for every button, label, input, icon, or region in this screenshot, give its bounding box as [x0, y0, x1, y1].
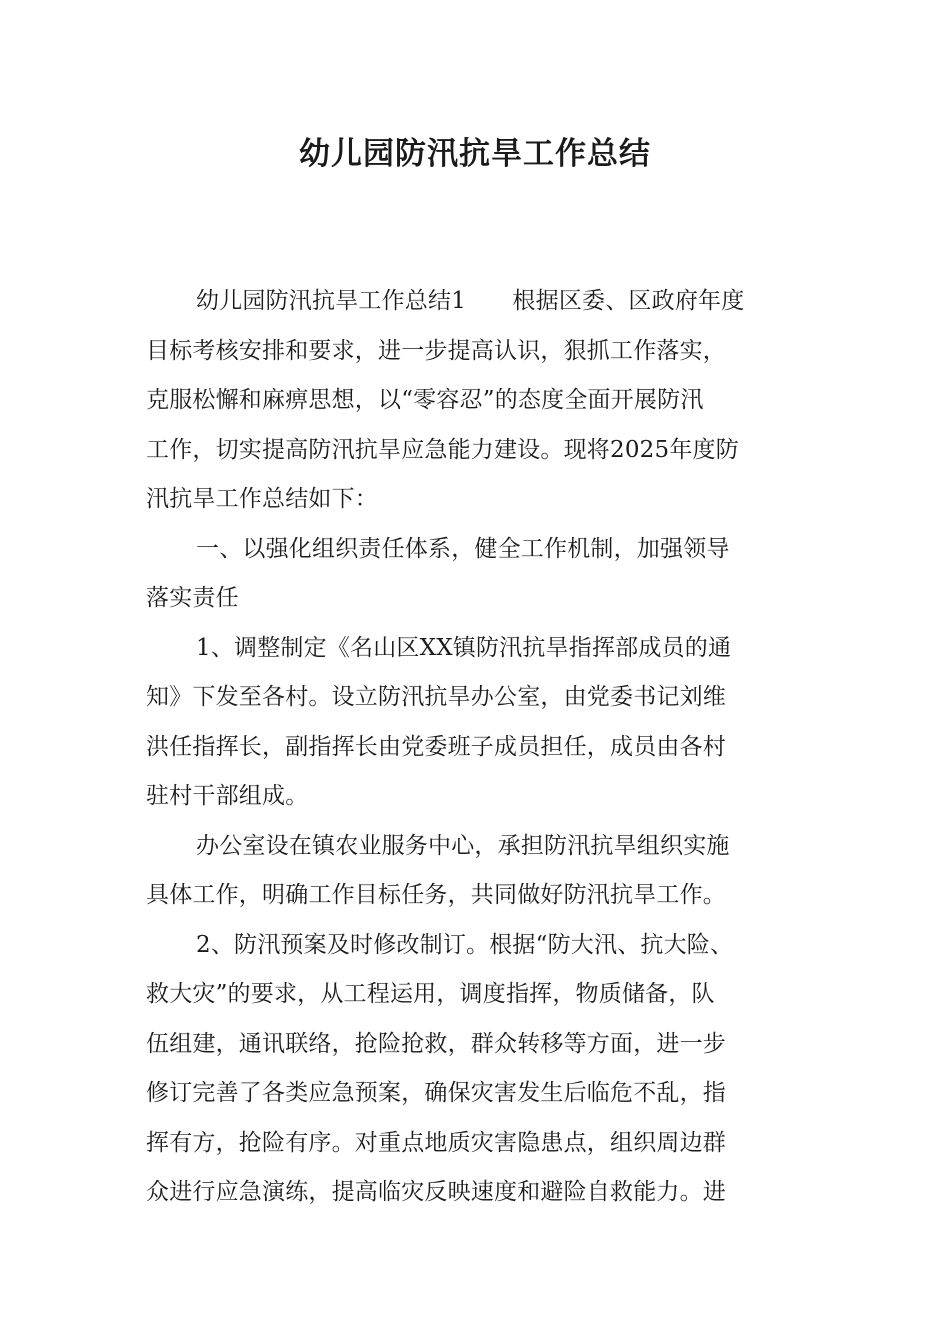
body-line: 知》下发至各村。设立防汛抗旱办公室，由党委书记刘维	[146, 684, 726, 710]
body-line: 救大灾”的要求，从工程运用，调度指挥，物质储备，队	[146, 981, 715, 1007]
body-line: 具体工作，明确工作目标任务，共同做好防汛抗旱工作。	[146, 882, 726, 908]
body-line: 2、防汛预案及时修改制订。根据“防大汛、抗大险、	[196, 931, 734, 958]
body-line: 办公室设在镇农业服务中心，承担防汛抗旱组织实施	[196, 832, 730, 859]
body-line: 克服松懈和麻痹思想，以“零容忍”的态度全面开展防汛	[146, 387, 704, 413]
body-line: 一、以强化组织责任体系，健全工作机制，加强领导	[196, 535, 730, 562]
body-line: 落实责任	[146, 585, 239, 611]
body-line: 幼儿园防汛抗旱工作总结1 根据区委、区政府年度	[196, 288, 745, 314]
body-line: 修订完善了各类应急预案，确保灾害发生后临危不乱，指	[146, 1080, 726, 1106]
body-line: 目标考核安排和要求，进一步提高认识，狠抓工作落实，	[146, 337, 726, 364]
document-title: 幼儿园防汛抗旱工作总结	[299, 136, 651, 172]
body-line: 驻村干部组成。	[146, 783, 309, 809]
body-line: 挥有方，抢险有序。对重点地质灾害隐患点，组织周边群	[146, 1129, 726, 1156]
body-line: 工作，切实提高防汛抗旱应急能力建设。现将2025年度防	[146, 436, 739, 463]
body-line: 伍组建，通讯联络，抢险抢救，群众转移等方面，进一步	[146, 1030, 726, 1057]
body-line: 1、调整制定《名山区XX镇防汛抗旱指挥部成员的通	[196, 634, 732, 661]
body-line: 洪任指挥长，副指挥长由党委班子成员担任，成员由各村	[146, 733, 726, 760]
body-line: 汛抗旱工作总结如下：	[146, 486, 378, 512]
document-body	[146, 277, 806, 1218]
body-line: 众进行应急演练，提高临灾反映速度和避险自救能力。进	[146, 1179, 726, 1205]
